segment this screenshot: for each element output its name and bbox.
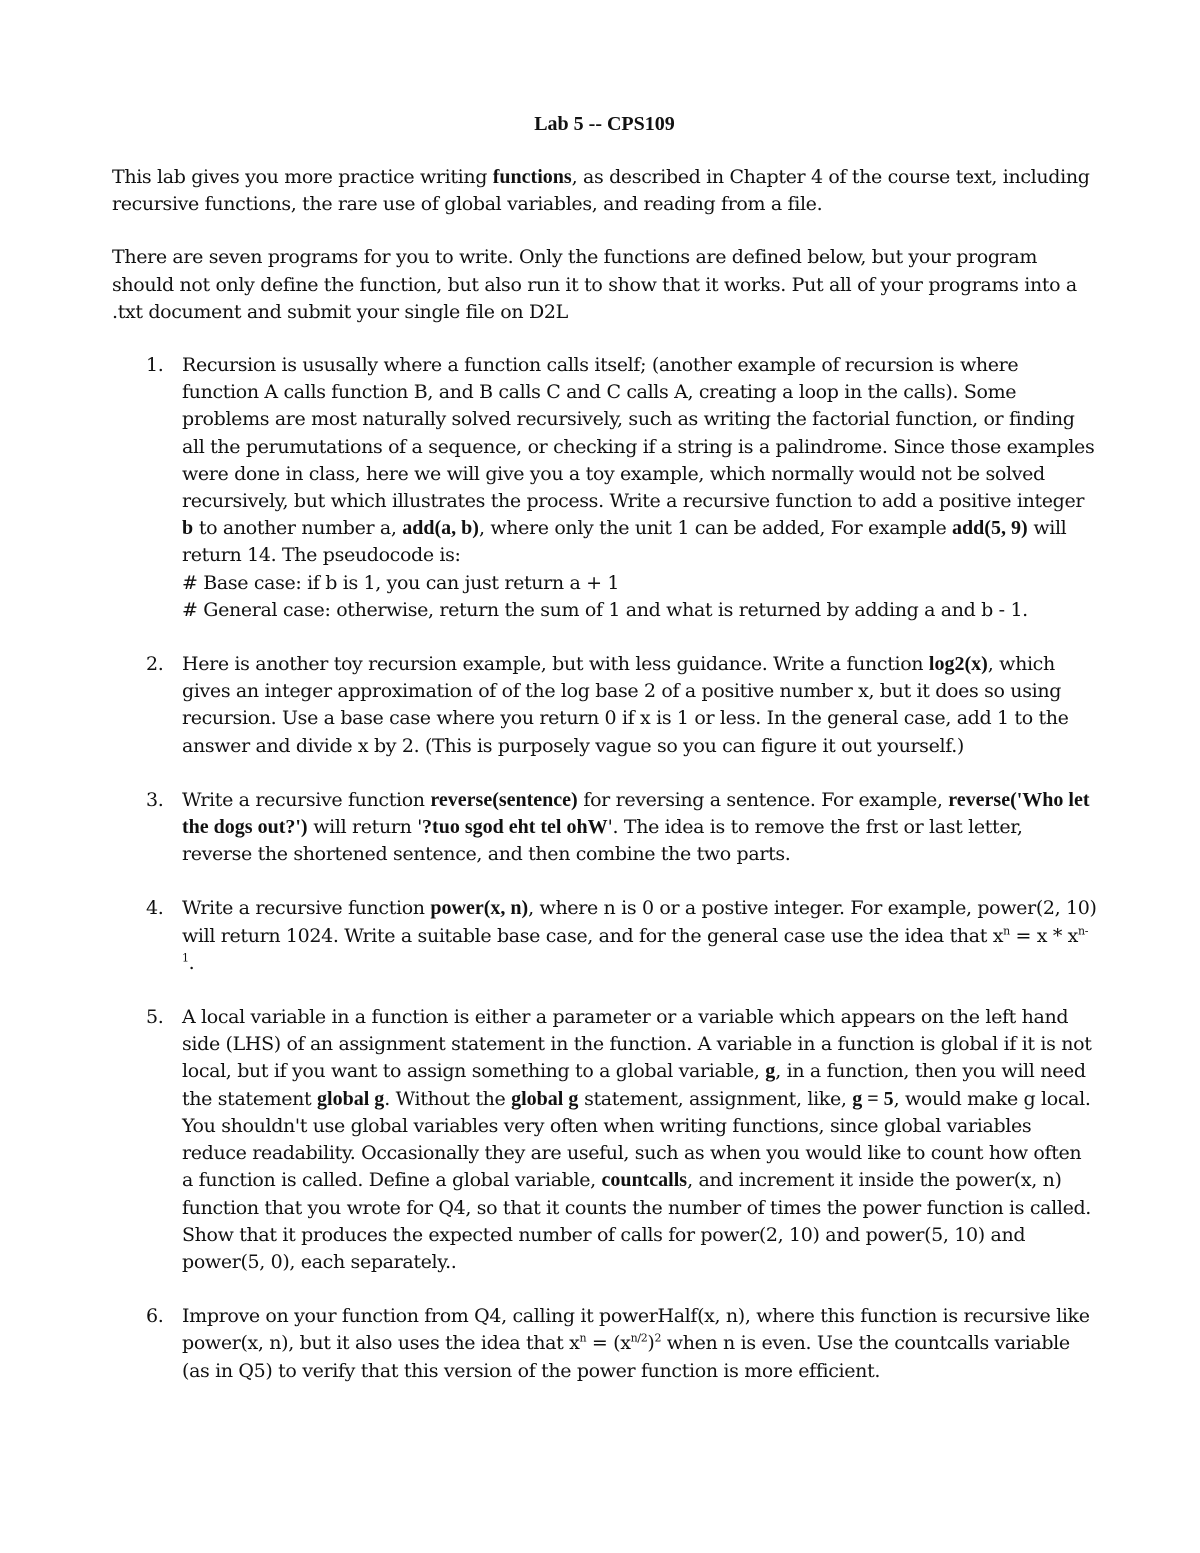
item-text: . Without the [384, 1087, 512, 1110]
superscript: n/2 [630, 1331, 648, 1345]
list-item-1 [112, 352, 1097, 624]
item-text: for reversing a sentence. For example, [577, 788, 949, 811]
intro-text: This lab gives you more practice writing [112, 166, 493, 188]
item-bold: power(x, n) [430, 897, 529, 920]
pseudocode-line-2: # General case: otherwise, return the sum of 1 and what is returned by adding a and b - 1. [182, 598, 1028, 621]
item-bold: log2(x) [928, 653, 988, 676]
item-bold: add(a, b) [402, 517, 479, 540]
item-bold: b [182, 517, 194, 540]
item-text: will return 14. The pseudocode is: [182, 517, 1067, 567]
item-text: Recursion is ususally where a function calls itself; (another example of recursion is where function A calls function B, and B calls C and C calls A, creating a loop in the calls). Some problems are most naturally solved recursively, such as writing the factorial function, or finding all the perumutations of a sequence, or checking if a string is a palindrome. Since those examples were done in class, here we will give you a toy example, which normally would not be solved recursively, but which illustrates the process. Write a recursive function to add a positive integer [182, 354, 1095, 513]
task-list [112, 352, 1097, 1385]
intro-paragraph-2: There are seven programs for you to write. Only the functions are defined below, but your program should not only define the function, but also run it to show that it works. Put all of your programs into a .txt document and submit your single file on D2L [112, 246, 1077, 323]
item-bold: countcalls [601, 1169, 688, 1192]
item-bold: g = 5 [852, 1087, 894, 1110]
item-text: when n is even. Use the countcalls variable (as in Q5) to verify that this version of the power function is more efficient. [182, 1332, 1070, 1382]
pseudocode-line-1: # Base case: if b is 1, you can just return a + 1 [182, 571, 620, 594]
item-text: , where n is 0 or a postive integer. For example, power(2, 10) will return 1024. Write a suitable base case, and for the general case use the idea that x [182, 897, 1097, 947]
item-text: to another number a, [193, 517, 403, 540]
item-bold: reverse(sentence) [430, 788, 578, 811]
document-page [112, 110, 1097, 1412]
list-item-5 [112, 1004, 1097, 1276]
item-text: '. The idea is to remove the frst or last letter, reverse the shortened sentence, and then combine the two parts. [182, 816, 1023, 866]
item-text: , where only the unit 1 can be added, For example [478, 517, 953, 540]
item-text: Write a recursive function [182, 788, 431, 811]
item-bold: ?tuo sgod eht tel ohW [422, 816, 608, 839]
item-text: will return ' [307, 816, 423, 839]
item-text: Improve on your function from Q4, calling it powerHalf(x, n), where this function is recursive like power(x, n), but it also uses the idea that x [182, 1305, 1090, 1355]
list-number: 2. [146, 653, 164, 676]
list-number: 4. [146, 897, 164, 920]
item-text: Here is another toy recursion example, but with less guidance. Write a function [182, 653, 929, 676]
list-number: 1. [146, 354, 164, 377]
intro-text: , as described in Chapter 4 of the course text, including recursive functions, the rare use of global variables, and reading from a file. [112, 166, 1090, 216]
item-bold: reverse('Who let the dogs out?') [182, 788, 1090, 839]
item-text: . [188, 951, 195, 974]
item-text: Write a recursive function [182, 897, 431, 920]
item-text: A local variable in a function is either a parameter or a variable which appears on the left hand side (LHS) of an assignment statement in the function. A variable in a function is global if it is not local, but if you want to assign something to a global variable, [182, 1006, 1092, 1083]
list-number: 6. [146, 1305, 164, 1328]
superscript: n-1 [182, 924, 1089, 965]
list-number: 3. [146, 788, 164, 811]
item-text: , would make g local. You shouldn't use global variables very often when writing functions, since global variables reduce readability. Occasionally they are useful, such as when you would like to count how often a function is called. Define a global variable, [182, 1087, 1091, 1192]
item-text: = (x [586, 1332, 631, 1355]
item-text: statement, assignment, like, [578, 1087, 853, 1110]
list-item-4 [112, 895, 1097, 977]
item-bold: add(5, 9) [952, 517, 1028, 540]
item-bold: global g [511, 1087, 579, 1110]
item-text: = x * x [1009, 924, 1079, 947]
item-text: ) [647, 1332, 655, 1355]
page-title: Lab 5 -- CPS109 [534, 113, 675, 135]
superscript: 2 [654, 1331, 662, 1345]
superscript: n [579, 1331, 587, 1345]
item-bold: g [765, 1060, 776, 1083]
list-item-3 [112, 787, 1097, 869]
item-text: , which gives an integer approximation of of the log base 2 of a positive number x, but it does so using recursion. Use a base case where you return 0 if x is 1 or less. In the general case, add 1 to the answer and divide x by 2. (This is purposely vague so you can figure it out yourself.) [182, 653, 1069, 757]
item-bold: global g [317, 1087, 385, 1110]
superscript: n [1003, 924, 1010, 938]
intro-paragraph-1 [112, 164, 1097, 218]
list-number: 5. [146, 1006, 164, 1029]
list-item-2 [112, 651, 1097, 760]
intro-bold-term: functions [492, 166, 572, 188]
item-text: , in a function, then you will need the statement [182, 1060, 1086, 1110]
item-text: , and increment it inside the power(x, n) function that you wrote for Q4, so that it counts the number of times the power function is called. Show that it produces the expected number of calls for power(2, 10) and power(5, 10) and power(5, 0), each separately.. [182, 1169, 1091, 1273]
list-item-6 [112, 1303, 1097, 1385]
